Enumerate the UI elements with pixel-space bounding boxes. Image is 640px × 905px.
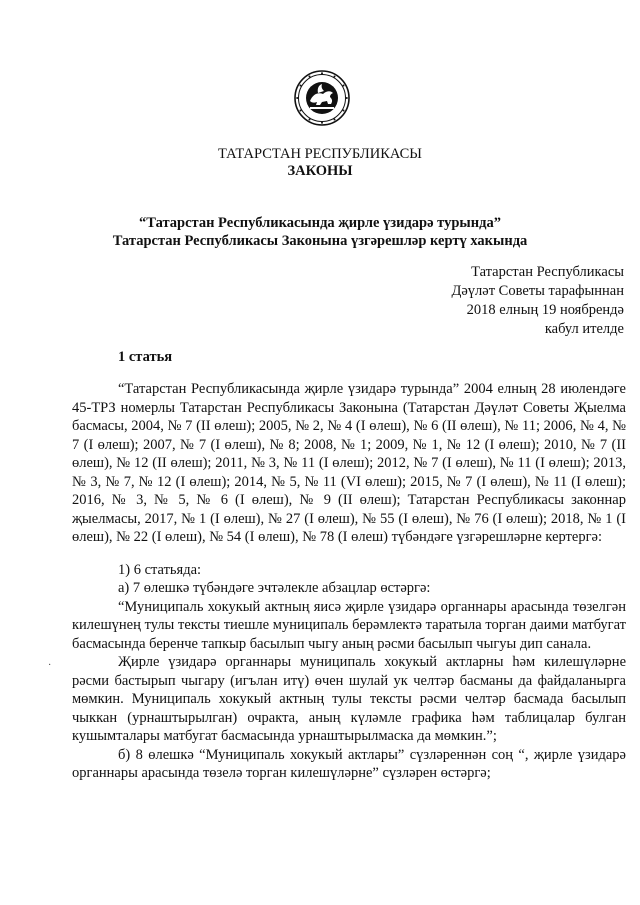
margin-mark: · <box>48 660 52 671</box>
subject-title-line-2: Татарстан Республикасы Законына үзгәрешләр кертү хакында <box>112 233 528 249</box>
article-title: 1 статья <box>118 349 173 365</box>
snow-leopard-icon <box>294 70 350 126</box>
quoted-paragraph-2: Җирле үзидарә органнары муниципаль хокукый актларны һәм килешүләрне рәсми бастырып чыгару (игълан итү) өчен шулай ук челтәр басманы да файдаланырга мөмкин. Муниципаль хокукый актның тулы тексты рәсми челтәр басмада басылып чыккан (урнаштырылган) очракта, аның күләмле графика һәм таблицалар булган кушымталары матбугат басмасында урнаштырылмаска да мөмкин.”; <box>72 654 626 744</box>
adoption-block <box>451 263 624 339</box>
intro-paragraph: “Татарстан Республикасында җирле үзидарә турында” 2004 елның 28 июлендәге 45-ТРЗ номерлы Татарстан Республикасы Законына (Татарстан Дәүләт Советы Җыелма басмасы, 2004, № 7 (II өлеш); 2005, № 2, № 4 (I өлеш), № 6 (II өлеш), № 11; 2006, № 4, № 7 (I өлеш); 2007, № 7 (I өлеш), № 8; 2008, № 1; 2009, № 1, № 12 (I өлеш); 2010, № 7 (II өлеш), № 12 (II өлеш); 2011, № 3, № 11 (I өлеш); 2012, № 7 (I өлеш), № 11 (I өлеш); 2013, № 3, № 7, № 12 (I өлеш); 2014, № 5, № 11 (VI өлеш); 2015, № 7 (I өлеш), № 11 (I өлеш); 2016, № 3, № 5, № 6 (I өлеш), № 9 (II өлеш); Татарстан Республикасы законнар җыелмасы, 2017, № 1 (I өлеш), № 27 (I өлеш), № 55 (I өлеш), № 76 (I өлеш); 2018, № 1 (I өлеш), № 22 (I өлеш), № 54 (I өлеш), № 78 (I өлеш) түбәндәге үзгәрешләрне кертергә: <box>72 381 626 545</box>
adoption-date: 2018 елның 19 ноябрендә <box>466 302 624 318</box>
article-body <box>72 380 626 783</box>
adoption-line: кабул ителде <box>544 321 624 337</box>
coat-of-arms-emblem <box>294 70 350 126</box>
item-1: 1) 6 статьяда: <box>118 561 202 578</box>
republic-heading: ТАТАРСТАН РЕСПУБЛИКАСЫ <box>218 146 422 162</box>
subject-title-line-1: “Татарстан Республикасында җирле үзидарә турында” <box>139 215 501 231</box>
adoption-line: Татарстан Республикасы <box>471 264 624 280</box>
adoption-line: Дәүләт Советы тарафыннан <box>451 283 624 299</box>
quoted-paragraph-1: “Муниципаль хокукый актның яисә җирле үзидарә органнары арасында төзелгән килешүнең тулы тексты тиешле муниципаль берәмлектә таратыла торган даими матбугат басмасында беренче тапкыр басылып чыгу аның рәсми басылып чыгуы дип санала. <box>72 598 626 652</box>
item-1a: а) 7 өлешкә түбәндәге эчтәлекле абзацлар өстәргә: <box>118 580 431 596</box>
item-1b: б) 8 өлешкә “Муниципаль хокукый актлары” сүзләреннән соң “, җирле үзидарә органнары арасында төзелә торган килешүләрне” сүзләрен өстәргә; <box>72 746 626 781</box>
law-heading: ЗАКОНЫ <box>287 163 353 179</box>
